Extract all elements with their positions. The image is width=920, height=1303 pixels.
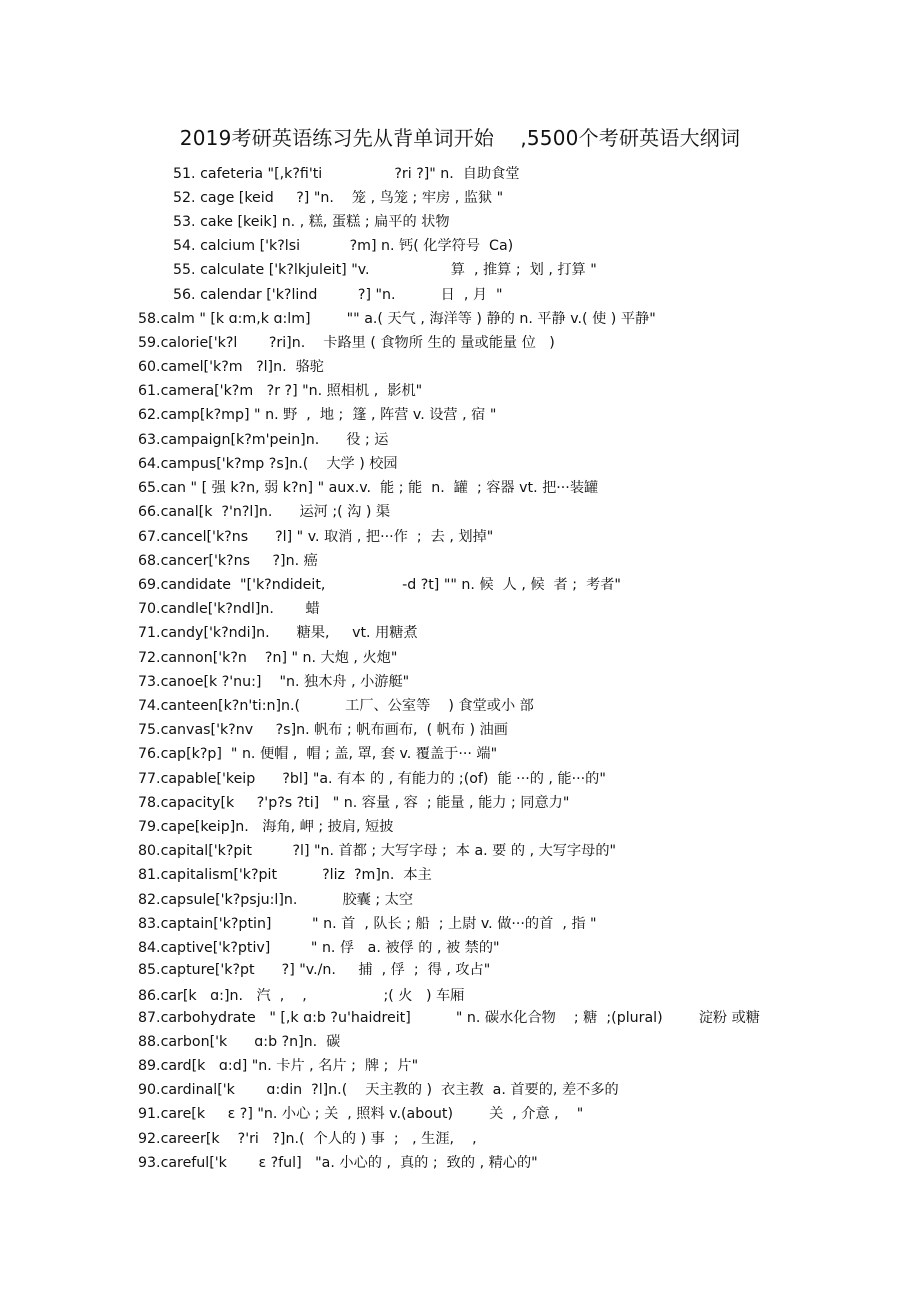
vocab-entry: 51. cafeteria "[,k?fi'ti ?ri ?]" n. 自助食堂 (173, 166, 520, 182)
document-title: 2019考研英语练习先从背单词开始 ,5500个考研英语大纲词 (179, 126, 741, 150)
vocab-entry: 70.candle['k?ndl]n. 蜡 (138, 601, 320, 617)
vocab-entry: 79.cape[keip]n. 海角, 岬 ; 披肩, 短披 (138, 819, 394, 835)
vocab-entry: 78.capacity[k ?'p?s ?ti] " n. 容量 , 容 ; 能量 , 能力 ; 同意力" (138, 795, 570, 811)
vocab-entry: 92.career[k ?'ri ?]n.( 个人的 ) 事 ; , 生涯, , (138, 1131, 477, 1147)
vocab-entry: 76.cap[k?p] " n. 便帽 , 帽 ; 盖, 罩, 套 v. 覆盖于··· 端" (138, 746, 498, 762)
vocab-entry: 88.carbon['k ɑ:b ?n]n. 碳 (138, 1034, 341, 1050)
vocab-entry: 73.canoe[k ?'nu:] "n. 独木舟 , 小游艇" (138, 674, 410, 690)
vocab-entry: 89.card[k ɑ:d] "n. 卡片 , 名片 ; 牌 ; 片" (138, 1058, 419, 1074)
vocab-entry: 62.camp[k?mp] " n. 野 , 地 ; 篷 , 阵营 v. 设营 , 宿 " (138, 407, 497, 423)
vocab-entry: 80.capital['k?pit ?l] "n. 首都 ; 大写字母 ; 本 a. 要 的 , 大写字母的" (138, 843, 617, 859)
vocab-entry: 65.can " [ 强 k?n, 弱 k?n] " aux.v. 能 ; 能 n. 罐 ; 容器 vt. 把···装罐 (138, 480, 599, 496)
vocab-entry: 59.calorie['k?l ?ri]n. 卡路里 ( 食物所 生的 量或能量 位 ) (138, 335, 555, 351)
vocab-entry: 67.cancel['k?ns ?l] " v. 取消 , 把···作 ; 去 , 划掉" (138, 529, 494, 545)
vocab-entry: 64.campus['k?mp ?s]n.( 大学 ) 校园 (138, 456, 398, 472)
vocab-entry: 55. calculate ['k?lkjuleit] "v. 算 , 推算 ; 划 , 打算 " (173, 262, 597, 278)
vocab-entry: 77.capable['keip ?bl] "a. 有本 的 , 有能力的 ;(of) 能 ···的 , 能···的" (138, 771, 606, 787)
vocab-entry: 74.canteen[k?n'ti:n]n.( 工厂、公室等 ) 食堂或小 部 (138, 698, 534, 714)
vocab-entry: 93.careful['k ε ?ful] "a. 小心的 , 真的 ; 致的 , 精心的" (138, 1155, 538, 1171)
vocab-entry: 90.cardinal['k ɑ:din ?l]n.( 天主教的 ) 衣主教 a. 首要的, 差不多的 (138, 1082, 619, 1098)
vocab-entry: 60.camel['k?m ?l]n. 骆驼 (138, 359, 324, 375)
vocab-entry: 56. calendar ['k?lind ?] "n. 日 , 月 " (173, 287, 503, 303)
vocab-entry: 63.campaign[k?m'pein]n. 役 ; 运 (138, 432, 389, 448)
vocab-entry: 53. cake [keik] n. , 糕, 蛋糕 ; 扁平的 状物 (173, 214, 450, 230)
vocab-entry: 61.camera['k?m ?r ?] "n. 照相机 , 影机" (138, 383, 423, 399)
vocab-entry: 91.care[k ε ?] "n. 小心 ; 关 , 照料 v.(about) 关 , 介意 , " (138, 1106, 584, 1122)
vocab-entry: 84.captive['k?ptiv] " n. 俘 a. 被俘 的 , 被 禁的" (138, 940, 500, 956)
vocab-entry: 85.capture['k?pt ?] "v./n. 捕 , 俘 ; 得 , 攻占" (138, 962, 491, 978)
vocab-entry: 54. calcium ['k?lsi ?m] n. 钙( 化学符号 Ca) (173, 238, 514, 254)
vocab-entry: 68.cancer['k?ns ?]n. 癌 (138, 553, 318, 569)
vocab-entry: 52. cage [keid ?] "n. 笼 , 鸟笼 ; 牢房 , 监狱 " (173, 190, 504, 206)
vocab-entry: 86.car[k ɑ:]n. 汽 , , ;( 火 ) 车厢 (138, 988, 465, 1004)
vocab-entry: 71.candy['k?ndi]n. 糖果, vt. 用糖煮 (138, 625, 418, 641)
vocab-entry: 83.captain['k?ptin] " n. 首 , 队长 ; 船 ; 上尉 v. 做···的首 , 指 " (138, 916, 597, 932)
vocab-entry: 81.capitalism['k?pit ?liz ?m]n. 本主 (138, 867, 432, 883)
vocab-entry: 87.carbohydrate " [,k ɑ:b ?u'haidreit] " n. 碳水化合物 ; 糖 ;(plural) 淀粉 或糖 (138, 1010, 760, 1026)
vocab-entry: 66.canal[k ?'n?l]n. 运河 ;( 沟 ) 渠 (138, 504, 391, 520)
vocab-entry: 72.cannon['k?n ?n] " n. 大炮 , 火炮" (138, 650, 398, 666)
vocab-entry: 58.calm " [k ɑ:m,k ɑ:lm] "" a.( 天气 , 海洋等 ) 静的 n. 平静 v.( 使 ) 平静" (138, 311, 656, 327)
vocab-entry: 82.capsule['k?psju:l]n. 胶囊 ; 太空 (138, 892, 414, 908)
vocab-entry: 75.canvas['k?nv ?s]n. 帆布 ; 帆布画布, ( 帆布 ) 油画 (138, 722, 508, 738)
vocab-entry: 69.candidate "['k?ndideit, -d ?t] "" n. 候 人 , 候 者 ; 考者" (138, 577, 621, 593)
